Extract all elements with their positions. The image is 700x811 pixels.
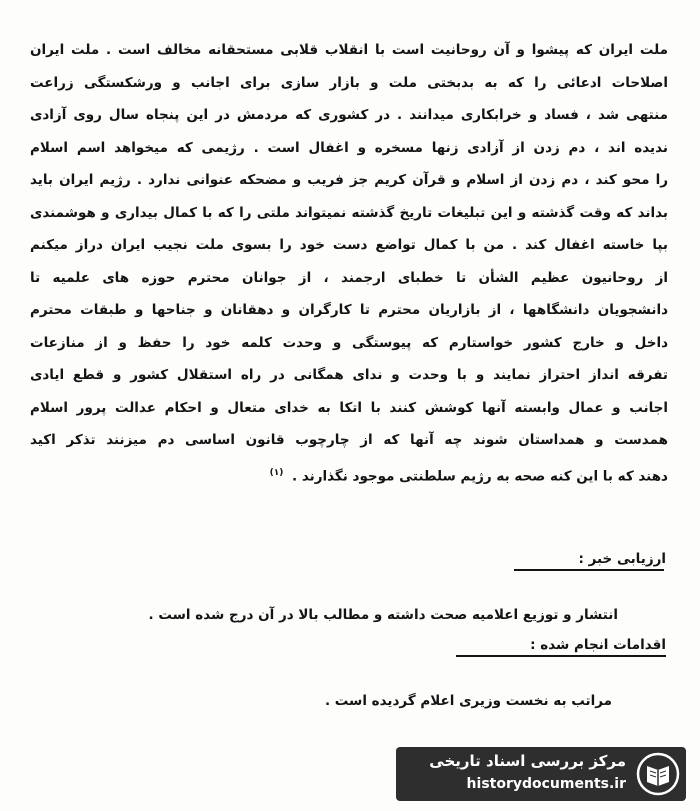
heading-underline: [456, 655, 666, 657]
heading-underline: [514, 569, 664, 571]
paragraph-line: از روحانیون عظیم الشأن تا خطبای ارجمند ، از جوانان محترم حوزه های علمیه تا: [30, 269, 668, 286]
paragraph-line: بپا خاسته اغفال کند . من با کمال تواضع دست خود را بسوی ملت نجیب ایران دراز میکنم: [30, 237, 668, 253]
section-heading-actions-text: اقدامات انجام شده :: [530, 637, 666, 653]
section-heading-evaluation-text: ارزیابی خبر :: [578, 551, 666, 567]
paragraph-line: بداند که وقت گذشته و این تبلیغات تاریخ گذشته نمیتواند ملتی را که با کمال بیداری و هوشمندی: [30, 204, 668, 221]
paragraph-line: اصلاحات ادعائی را که به بدبختی ملت و بازار سازی برای اجانب و ورشکستگی زراعت: [30, 74, 668, 91]
paragraph-line: اجانب و عمال وابسته آنها کوشش کنند با اتکا به خدای متعال و احکام عدالت پرور اسلام: [30, 399, 668, 416]
section-body-actions: مراتب به نخست وزیری اعلام گردیده است .: [324, 693, 612, 709]
section-heading-actions: [456, 637, 666, 657]
paragraph-line: تفرقه انداز احتراز نمایند و با وحدت و ندای همگانی در راه استقلال کشور و قطع ایادی: [30, 367, 668, 383]
watermark-logo: [396, 747, 686, 801]
paragraph-line: ملت ایران که پیشوا و آن روحانیت است با انقلاب قلابی مستحقانه مخالف است . ملت ایران: [30, 42, 668, 58]
paragraph-line: ندیده اند ، دم زدن از آزادی زنها مسخره و اغفال است . رژیمی که میخواهد اسم اسلام: [30, 139, 668, 156]
paragraph-line: را محو کند ، دم زدن از اسلام و قرآن کریم جز فریب و مضحکه عنوانی ندارد . رژیم ایران باید: [30, 172, 668, 188]
book-emblem-icon: [636, 752, 680, 796]
paragraph-line: دهند که با این کنه صحه به رژیم سلطنتی موجود نگذارند . $^{(۱)}$: [269, 467, 668, 484]
watermark-url: historydocuments.ir: [466, 776, 626, 792]
footnote-mark: (۱): [269, 467, 284, 478]
paragraph-line: داخل و خارج کشور خواستارم که پیوستگی و وحدت کلمه خود را حفظ و از منازعات: [30, 334, 668, 351]
main-paragraph: [30, 34, 668, 489]
paragraph-line: همدست و همداستان شوند چه آنها که از چارچوب قانون اساسی دم میزنند تذکر اکید: [30, 432, 668, 448]
paragraph-line: منتهی شد ، فساد و خرابکاری میدانند . در کشوری که مردمش در این پنجاه سال روی آزادی: [30, 107, 668, 123]
watermark-title: مرکز بررسی اسناد تاریخی: [429, 752, 626, 770]
section-heading-evaluation: [514, 551, 666, 571]
paragraph-line: دانشجویان دانشگاهها ، از بازاریان محترم تا کارگران و دهقانان و جناحها و طبقات محترم: [30, 302, 668, 318]
section-body-evaluation: انتشار و توزیع اعلامیه صحت داشته و مطالب بالا در آن درج شده است .: [148, 607, 618, 623]
